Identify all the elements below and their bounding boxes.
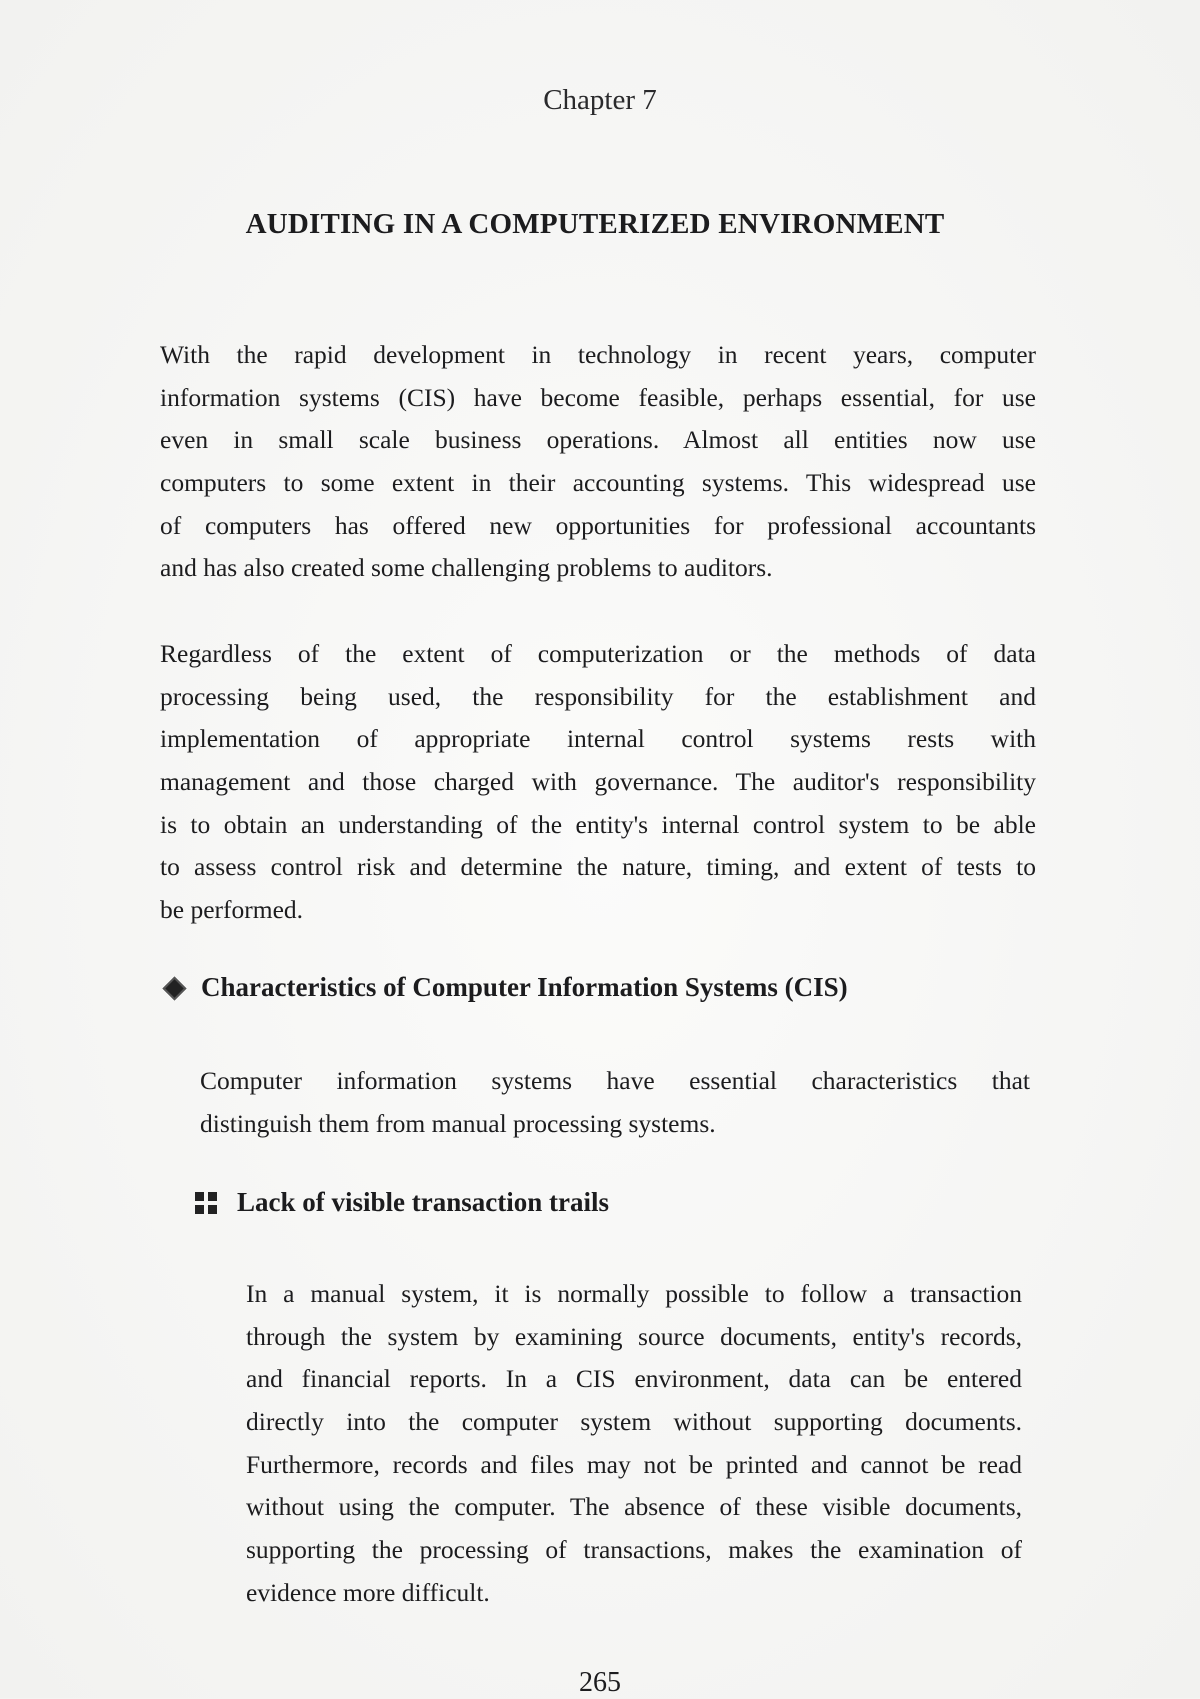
- text-line: without using the computer. The absence of these visible documents,: [246, 1492, 1022, 1522]
- text-line: Computer information systems have essential characteristics that: [200, 1066, 1030, 1095]
- paragraph-intro: [160, 334, 1036, 590]
- subsection-heading-text: Lack of visible transaction trails: [237, 1187, 609, 1217]
- chapter-label: Chapter 7: [543, 84, 657, 116]
- paragraph-responsibility: [160, 633, 1036, 932]
- text-line: and financial reports. In a CIS environment, data can be entered: [246, 1364, 1022, 1394]
- text-line: through the system by examining source documents, entity's records,: [246, 1321, 1022, 1351]
- text-line: to assess control risk and determine the nature, timing, and extent of tests to: [160, 852, 1036, 882]
- text-line: With the rapid development in technology in recent years, computer: [160, 340, 1036, 369]
- text-line: even in small scale business operations. Almost all entities now use: [160, 425, 1036, 455]
- text-line: evidence more difficult.: [246, 1577, 490, 1607]
- text-line: implementation of appropriate internal control systems rests with: [160, 724, 1036, 754]
- text-line: supporting the processing of transactions, makes the examination of: [246, 1535, 1022, 1565]
- paragraph-cis-characteristics: [200, 1060, 1030, 1145]
- text-line: processing being used, the responsibility for the establishment and: [160, 681, 1036, 711]
- paragraph-transaction-trails: [246, 1273, 1022, 1615]
- text-line: and has also created some challenging problems to auditors.: [160, 553, 773, 583]
- text-line: of computers has offered new opportunities for professional accountants: [160, 510, 1036, 540]
- text-line: directly into the computer system without supporting documents.: [246, 1407, 1022, 1437]
- text-line: be performed.: [160, 895, 304, 925]
- chapter-title: AUDITING IN A COMPUTERIZED ENVIRONMENT: [245, 208, 945, 240]
- subsection-heading-transaction-trails: [195, 1187, 609, 1218]
- square-bullet-icon: [195, 1192, 217, 1214]
- text-line: Furthermore, records and files may not be printed and cannot be read: [246, 1449, 1022, 1479]
- text-line: computers to some extent in their accounting systems. This widespread use: [160, 468, 1036, 498]
- section-heading-cis-characteristics: [160, 972, 848, 1003]
- text-line: is to obtain an understanding of the entity's internal control system to be able: [160, 809, 1036, 839]
- text-line: information systems (CIS) have become feasible, perhaps essential, for use: [160, 382, 1036, 412]
- text-line: distinguish them from manual processing systems.: [200, 1108, 716, 1138]
- text-line: Regardless of the extent of computerization or the methods of data: [160, 639, 1036, 668]
- text-line: In a manual system, it is normally possible to follow a transaction: [246, 1279, 1022, 1308]
- section-heading-text: Characteristics of Computer Information Systems (CIS): [201, 972, 848, 1002]
- diamond-bullet-icon: [162, 976, 186, 1000]
- page-number: 265: [579, 1667, 621, 1698]
- text-line: management and those charged with governance. The auditor's responsibility: [160, 767, 1036, 797]
